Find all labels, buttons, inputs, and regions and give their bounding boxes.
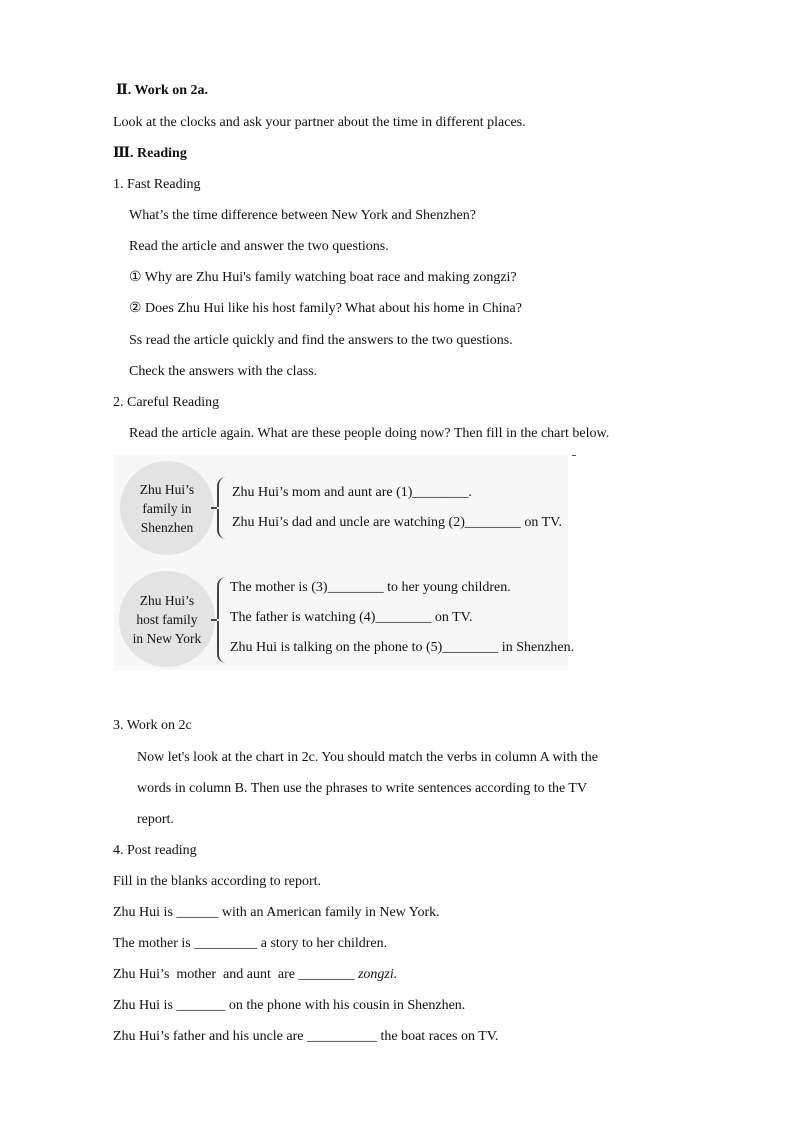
group1-label-line2: family in bbox=[142, 500, 192, 516]
group1-item-1: Zhu Hui’s mom and aunt are (1)________. bbox=[232, 485, 472, 500]
group2-circle bbox=[119, 571, 215, 667]
group2-label-line2: host family bbox=[136, 611, 198, 627]
post-reading-instruction: Fill in the blanks according to report. bbox=[113, 874, 322, 889]
group1-item-2: Zhu Hui’s dad and uncle are watching (2)________ on TV. bbox=[232, 515, 562, 530]
group1-label-line1: Zhu Hui’s bbox=[139, 481, 195, 497]
group2-label-line3: in New York bbox=[132, 630, 202, 646]
group1-circle bbox=[120, 461, 214, 555]
fast-reading-note1: Ss read the article quickly and find the answers to the two questions. bbox=[129, 333, 513, 348]
section-heading-reading: Ⅲ. Reading bbox=[113, 146, 187, 161]
group1-label-line3: Shenzhen bbox=[140, 519, 194, 535]
fast-reading-q1: ① Why are Zhu Hui's family watching boat race and making zongzi? bbox=[129, 270, 517, 285]
group2-brace-tip bbox=[211, 619, 217, 621]
group2-item-2: The father is watching (4)________ on TV. bbox=[230, 610, 473, 625]
group2-brace-top bbox=[217, 577, 228, 619]
group2-label-line1: Zhu Hui’s bbox=[139, 592, 195, 608]
post-reading-title: 4. Post reading bbox=[113, 843, 197, 858]
careful-reading-title: 2. Careful Reading bbox=[113, 395, 220, 410]
work-2c-line1: Now let's look at the chart in 2c. You should match the verbs in column A with the bbox=[137, 750, 598, 765]
work-2a-instruction: Look at the clocks and ask your partner about the time in different places. bbox=[113, 115, 526, 130]
fast-reading-question: What’s the time difference between New York and Shenzhen? bbox=[129, 208, 476, 223]
sentence-3-italic-word: zongzi. bbox=[357, 967, 398, 982]
post-reading-sentence-2: The mother is _________ a story to her children. bbox=[113, 936, 388, 951]
fast-reading-q2: ② Does Zhu Hui like his host family? What about his home in China? bbox=[129, 301, 522, 316]
sentence-3-prefix: Zhu Hui’s mother and aunt are ________ bbox=[113, 967, 358, 982]
stray-mark bbox=[572, 455, 576, 456]
group1-brace-tip bbox=[211, 507, 217, 509]
reading-chart bbox=[114, 455, 575, 670]
post-reading-sentence-1: Zhu Hui is ______ with an American family in New York. bbox=[113, 905, 440, 920]
group1-brace-bottom bbox=[217, 509, 228, 539]
fast-reading-note2: Check the answers with the class. bbox=[129, 364, 318, 379]
post-reading-sentence-3 bbox=[113, 966, 397, 984]
work-2c-line2: words in column B. Then use the phrases to write sentences according to the TV bbox=[137, 781, 588, 796]
fast-reading-instruction: Read the article and answer the two questions. bbox=[129, 239, 389, 254]
post-reading-sentence-4: Zhu Hui is _______ on the phone with his cousin in Shenzhen. bbox=[113, 998, 466, 1013]
group1-brace-top bbox=[217, 477, 228, 507]
careful-reading-instruction: Read the article again. What are these people doing now? Then fill in the chart below. bbox=[129, 426, 610, 441]
post-reading-sentence-5: Zhu Hui’s father and his uncle are __________ the boat races on TV. bbox=[113, 1029, 499, 1044]
work-2c-title: 3. Work on 2c bbox=[113, 718, 192, 733]
group2-brace-bottom bbox=[217, 621, 228, 663]
work-2c-line3: report. bbox=[137, 812, 174, 827]
section-heading-work-2a: Ⅱ. Work on 2a. bbox=[116, 83, 209, 98]
fast-reading-title: 1. Fast Reading bbox=[113, 177, 201, 192]
group2-item-3: Zhu Hui is talking on the phone to (5)________ in Shenzhen. bbox=[230, 640, 575, 655]
group2-item-1: The mother is (3)________ to her young children. bbox=[230, 580, 511, 595]
